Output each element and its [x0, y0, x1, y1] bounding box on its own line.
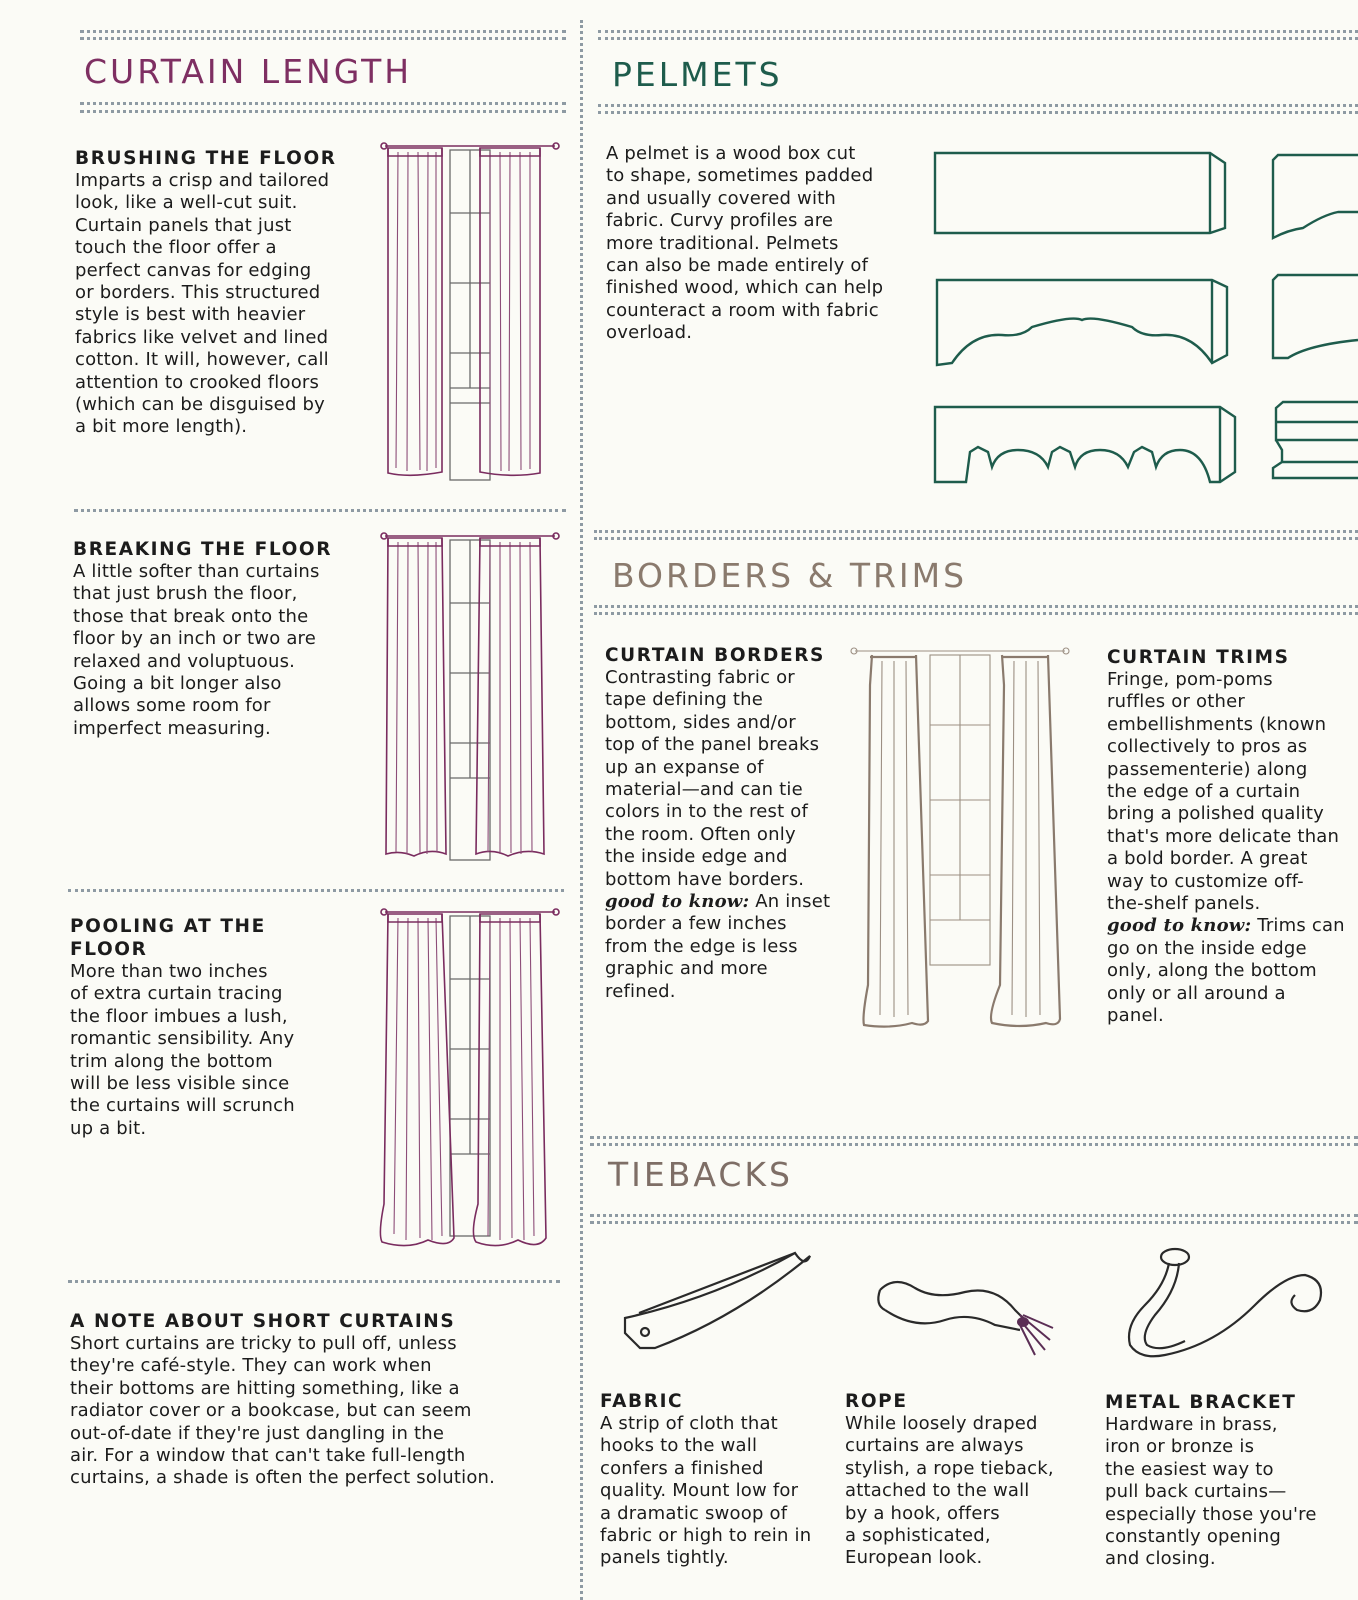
fabric-tieback-block: [600, 1390, 840, 1570]
brushing-body: Imparts a crisp and tailored look, like a well-cut suit. Curtain panels that just touch the floor offer a perfect canvas for edging or borders. This structured style is best with heavier fabrics like velvet and lined cotton. It will, however, call attention to crooked floors (which can be disguised by a bit more length).: [75, 170, 330, 438]
rule: [598, 104, 1358, 107]
rule: [590, 1221, 1358, 1224]
rule: [594, 530, 1358, 533]
pelmets-title: PELMETS: [612, 55, 783, 94]
pooling-body: More than two inches of extra curtain tracing the floor imbues a lush, romantic sensibility. Any trim along the bottom will be less visible since the curtains will scrunch up a bit.: [70, 961, 295, 1139]
bordered-curtain-illustration: [850, 645, 1070, 1035]
rule: [68, 1280, 560, 1283]
rule: [598, 111, 1358, 114]
column-divider: [580, 20, 583, 1600]
breaking-the-floor-block: [73, 538, 373, 740]
curtain-borders-body: Contrasting fabric or tape defining the bottom, sides and/or top of the panel breaks up an expanse of material—and can tie colors in to the rest of the room. Often only the inside edge and bottom have borders. good to know: An inset border a few inches from the edge is less graphic and more refined.: [605, 667, 831, 1002]
breaking-curtain-illustration: [380, 528, 560, 878]
rule: [80, 30, 566, 33]
rope-tieback-block: [845, 1390, 1085, 1570]
pelmet-edge-illustration: [1268, 150, 1358, 500]
curtain-borders-block: [605, 644, 860, 1003]
curtain-length-title: CURTAIN LENGTH: [84, 52, 413, 91]
brushing-heading: BRUSHING THE FLOOR: [75, 148, 337, 169]
short-curtains-heading: A NOTE ABOUT SHORT CURTAINS: [70, 1311, 456, 1332]
fabric-body: A strip of cloth that hooks to the wall confers a finished quality. Mount low for a dramatic swoop of fabric or high to rein in panels tightly.: [600, 1413, 812, 1569]
good-to-know-label: good to know:: [605, 891, 750, 913]
metal-bracket-heading: METAL BRACKET: [1105, 1392, 1297, 1413]
curtain-trims-body: Fringe, pom-poms ruffles or other embellishments (known collectively to pros as passementerie) along the edge of a curtain bring a polished quality that's more delicate than a bold border. A great way to customize off- the-shelf panels. good to know: Trims can go on the inside edge only, along the bottom only or all around a panel.: [1107, 669, 1345, 1027]
rule: [590, 1136, 1358, 1139]
pooling-at-the-floor-block: [70, 915, 370, 1140]
curtain-trims-block: [1107, 646, 1358, 1028]
brushing-curtain-illustration: [380, 138, 560, 488]
rule: [594, 612, 1358, 615]
metal-bracket-block: [1105, 1391, 1355, 1571]
curtain-trims-heading: CURTAIN TRIMS: [1107, 647, 1290, 668]
rule: [598, 30, 1358, 33]
rope-tieback-illustration: [875, 1270, 1055, 1370]
rule: [68, 889, 564, 892]
breaking-body: A little softer than curtains that just brush the floor, those that break onto the floor by an inch or two are relaxed and voluptuous. Going a bit longer also allows some room for imperfect measuring.: [73, 561, 320, 739]
breaking-heading: BREAKING THE FLOOR: [73, 539, 333, 560]
rope-heading: ROPE: [845, 1391, 908, 1412]
rope-body: While loosely draped curtains are always stylish, a rope tieback, attached to the wall by a hook, offers a sophisticated, European look.: [845, 1413, 1054, 1569]
rule: [590, 1143, 1358, 1146]
pelmet-curved-illustration: [932, 275, 1232, 375]
rule: [74, 509, 566, 512]
rule: [80, 37, 566, 40]
pelmet-scalloped-illustration: [930, 402, 1240, 497]
metal-bracket-body: Hardware in brass, iron or bronze is the easiest way to pull back curtains— especially those you're constantly opening and closing.: [1105, 1414, 1317, 1570]
good-to-know-label: good to know:: [1107, 915, 1252, 937]
rule: [594, 605, 1358, 608]
rule: [594, 537, 1358, 540]
metal-bracket-tieback-illustration: [1125, 1245, 1325, 1365]
rule: [590, 1214, 1358, 1217]
fabric-tieback-illustration: [615, 1248, 815, 1358]
curtain-borders-heading: CURTAIN BORDERS: [605, 645, 825, 666]
rule: [80, 102, 566, 105]
pelmets-body: A pelmet is a wood box cut to shape, sometimes padded and usually covered with fabric. Curvy profiles are more traditional. Pelmets can also be made entirely of finished wood, which can help counteract a room with fabric overload.: [606, 143, 884, 344]
fabric-heading: FABRIC: [600, 1391, 684, 1412]
tiebacks-title: TIEBACKS: [608, 1155, 794, 1194]
rule: [598, 37, 1358, 40]
short-curtains-body: Short curtains are tricky to pull off, unless they're café-style. They can work when their bottoms are hitting something, like a radiator cover or a bookcase, but can seem out-of-date if they're just dangling in the air. For a window that can't take full-length curtains, a shade is often the perfect solution.: [70, 1333, 496, 1489]
pooling-heading-line2: FLOOR: [70, 939, 148, 960]
pelmet-box-illustration: [930, 148, 1230, 238]
borders-trims-title: BORDERS & TRIMS: [612, 556, 968, 595]
brushing-the-floor-block: [75, 147, 375, 439]
pooling-heading-line1: POOLING AT THE: [70, 916, 266, 937]
pooling-curtain-illustration: [378, 904, 560, 1254]
short-curtains-block: [70, 1310, 570, 1490]
rule: [80, 110, 566, 113]
